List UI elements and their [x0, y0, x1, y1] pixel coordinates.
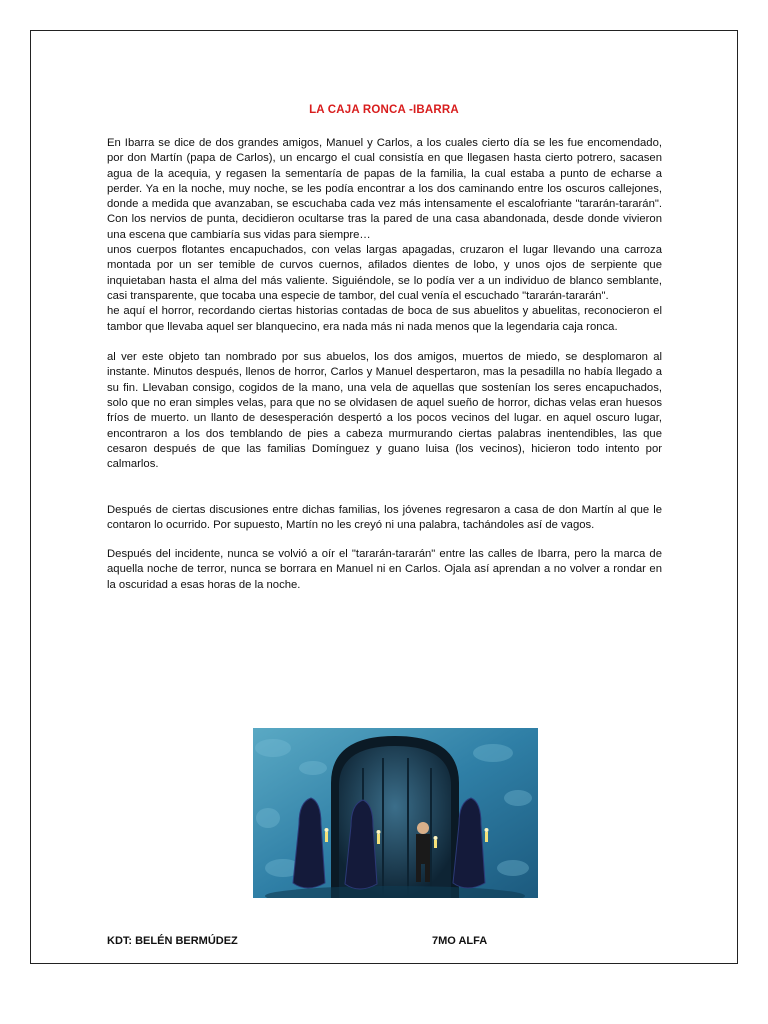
hooded-figures-illustration	[253, 728, 538, 898]
paragraph-6: Después del incidente, nunca se volvió a oír el "tararán-tararán" entre las calles de Ibarra, pero la marca de aquella noche de terror, nunca se borrara en Manuel ni en Carlos. Ojala así aprendan a no volver a rondar en la oscuridad a esas horas de la noche.	[107, 548, 662, 591]
paragraph-2: unos cuerpos flotantes encapuchados, con velas largas apagadas, cruzaron el lugar llevando una carroza montada por un ser temible de curvos cuernos, afilados dientes de lobo, y unos ojos de serpiente que inquietaban hasta el alma del más valiente. Siguiéndole, se lo podía ver a un individuo de blanco semblante, casi transparente, que tocaba una especie de tambor, del cual venía el escuchado "tararán-tararán".	[107, 244, 662, 302]
author-label: KDT: BELÉN BERMÚDEZ	[107, 935, 238, 947]
document-body	[107, 136, 662, 593]
paragraph-3: he aquí el horror, recordando ciertas historias contadas de boca de sus abuelitos y abuelitas, reconocieron el tambor que llevaba aquel ser blanquecino, era nada más ni nada menos que la legendaria caja ronca.	[107, 305, 662, 333]
paragraph-4: al ver este objeto tan nombrado por sus abuelos, los dos amigos, muertos de miedo, se desplomaron al instante. Minutos después, llenos de horror, Carlos y Manuel despertaron, mas la pesadilla no había llegado a su fin. Llevaban consigo, cogidos de la mano, una vela de aquellas que sostenían los seres encapuchados, solo que no eran simples velas, para que no se olvidasen de aquel sueño de horror, dichas velas eran huesos fríos de muerto. un llanto de desesperación despertó a los pocos vecinos del lugar. en aquel oscuro lugar, encontraron a los dos temblando de pies a cabeza murmurando ciertas palabras inentendibles, las que cesaron después de que las familias Domínguez y guano luisa (los vecinos), hicieron todo intento por calmarlos.	[107, 351, 662, 471]
document-title: LA CAJA RONCA -IBARRA	[309, 104, 459, 116]
paragraph-5: Después de ciertas discusiones entre dichas familias, los jóvenes regresaron a casa de don Martín al que le contaron lo ocurrido. Por supuesto, Martín no les creyó ni una palabra, tachándoles así de vagos.	[107, 503, 662, 531]
grade-label: 7MO ALFA	[432, 935, 488, 947]
paragraph-1: En Ibarra se dice de dos grandes amigos, Manuel y Carlos, a los cuales cierto día se les fue encomendado, por don Martín (papa de Carlos), un encargo el cual consistía en que llegasen hasta cierto potrero, sacasen agua de la acequia, y regasen la sementaría de papas de la familia, la cual estaba a punto de echarse a perder. Ya en la noche, muy noche, se les podía encontrar a los dos caminando entre los oscuros callejones, donde a medida que avanzaban, se escuchaba cada vez más intensamente el escalofriante "tararán-tararán". Con los nervios de punta, decidieron ocultarse tras la pared de una casa abandonada, desde donde vivieron una escena que cambiaría sus vidas para siempre…	[107, 137, 662, 241]
